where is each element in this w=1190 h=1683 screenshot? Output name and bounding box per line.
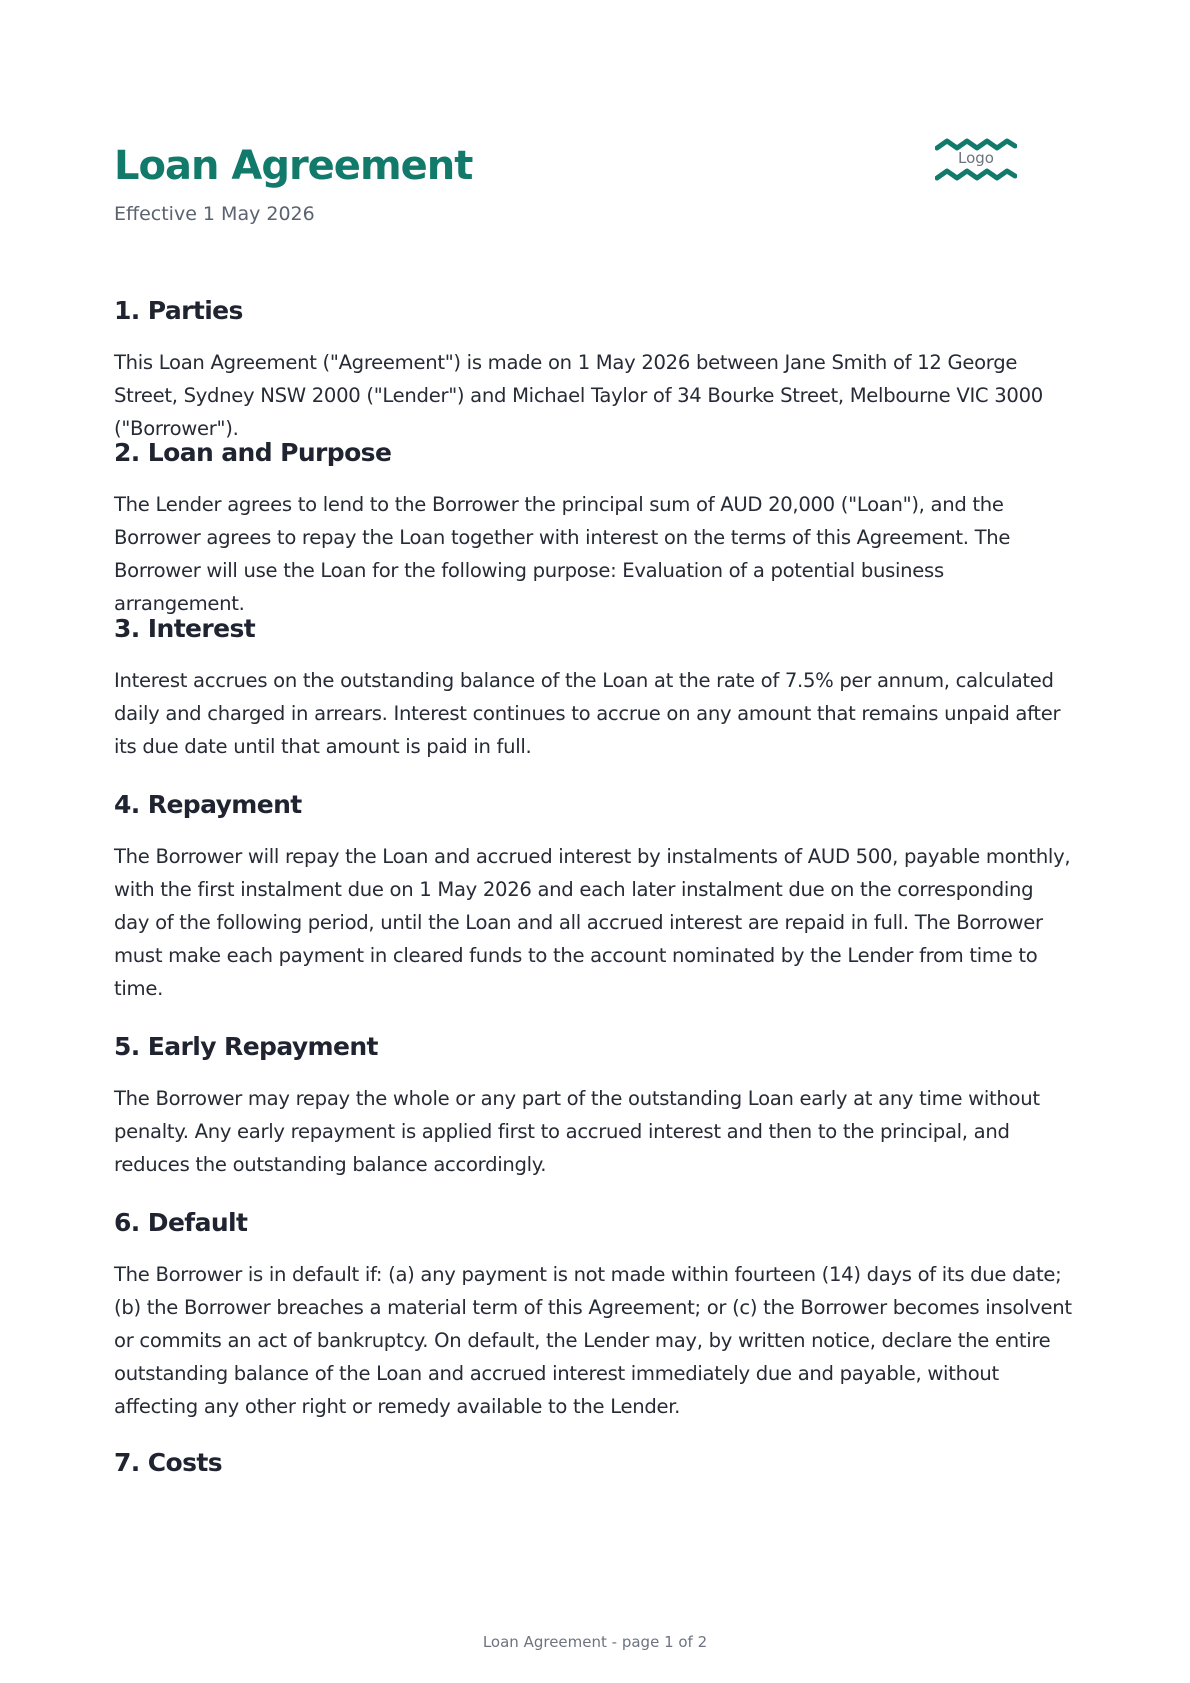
section-interest bbox=[114, 612, 1074, 763]
logo-label: Logo bbox=[958, 149, 994, 167]
section-early-repayment bbox=[114, 1030, 1074, 1181]
section-body: Interest accrues on the outstanding balance of the Loan at the rate of 7.5% per annum, calculated daily and charged in arrears. Interest continues to accrue on any amount that remains unpaid after its due date until that amount is paid in full. bbox=[114, 669, 1061, 758]
section-heading: 2. Loan and Purpose bbox=[114, 438, 392, 467]
section-body: The Lender agrees to lend to the Borrower the principal sum of AUD 20,000 ("Loan"), and the Borrower agrees to repay the Loan together with interest on the terms of this Agreement. The Borrower will use the Loan for the following purpose: Evaluation of a potential business arrangement. bbox=[114, 493, 1011, 615]
section-default bbox=[114, 1206, 1074, 1423]
section-body: The Borrower will repay the Loan and accrued interest by instalments of AUD 500, payable monthly, with the first instalment due on 1 May 2026 and each later instalment due on the corresponding day of the following period, until the Loan and all accrued interest are repaid in full. The Borrower must make each payment in cleared funds to the account nominated by the Lender from time to time. bbox=[114, 845, 1071, 1000]
section-heading: 7. Costs bbox=[114, 1448, 223, 1477]
section-body: The Borrower is in default if: (a) any payment is not made within fourteen (14) days of its due date; (b) the Borrower breaches a material term of this Agreement; or (c) the Borrower becomes insolvent or commits an act of bankruptcy. On default, the Lender may, by written notice, declare the entire outstanding balance of the Loan and accrued interest immediately due and payable, without affecting any other right or remedy available to the Lender. bbox=[114, 1263, 1072, 1418]
section-heading: 4. Repayment bbox=[114, 790, 302, 819]
section-heading: 6. Default bbox=[114, 1208, 248, 1237]
section-heading: 3. Interest bbox=[114, 614, 256, 643]
page-footer: Loan Agreement - page 1 of 2 bbox=[482, 1633, 708, 1651]
section-heading: 1. Parties bbox=[114, 296, 243, 325]
section-repayment bbox=[114, 788, 1074, 1005]
section-parties bbox=[114, 294, 1074, 445]
effective-date: Effective 1 May 2026 bbox=[114, 203, 315, 225]
section-heading: 5. Early Repayment bbox=[114, 1032, 378, 1061]
section-body: The Borrower may repay the whole or any part of the outstanding Loan early at any time without penalty. Any early repayment is applied first to accrued interest and then to the principal, and reduces the outstanding balance accordingly. bbox=[114, 1087, 1040, 1176]
page-title: Loan Agreement bbox=[114, 143, 473, 189]
section-loan-and-purpose bbox=[114, 436, 1074, 620]
section-costs bbox=[114, 1446, 1074, 1480]
section-body: This Loan Agreement ("Agreement") is made on 1 May 2026 between Jane Smith of 12 George Street, Sydney NSW 2000 ("Lender") and Michael Taylor of 34 Bourke Street, Melbourne VIC 3000 ("Borrower"). bbox=[114, 351, 1043, 440]
logo bbox=[935, 138, 1017, 184]
